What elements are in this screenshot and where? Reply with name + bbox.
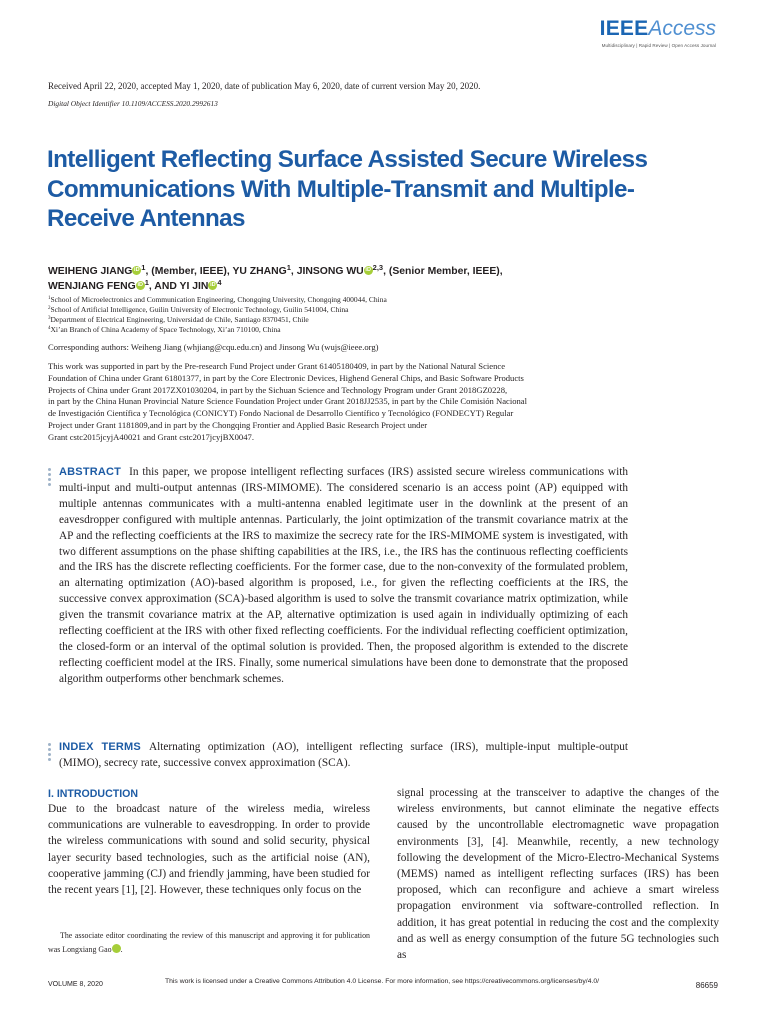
orcid-icon[interactable]: iD bbox=[210, 282, 216, 288]
affiliation-text: Department of Electrical Engineering, Universidad de Chile, Santiago 8370451, Chile bbox=[50, 315, 309, 325]
affiliation-item bbox=[48, 305, 387, 315]
author-note: , (Member, IEEE), bbox=[145, 266, 233, 277]
received-line: Received April 22, 2020, accepted May 1, 2020, date of publication May 6, 2020, date of current version May 20, 2020. bbox=[48, 81, 481, 91]
funding-line: Grant cstc2015jcyjA40021 and Grant cstc2017jcyjBX0047. bbox=[48, 431, 254, 442]
section-dots-icon bbox=[48, 743, 51, 763]
index-terms-text: Alternating optimization (AO), intelligent reflecting surface (IRS), multiple-input multiple-output (MIMO), secrecy rate, successive convex approximation (SCA). bbox=[59, 741, 629, 769]
affiliation-num: 3 bbox=[48, 316, 51, 322]
orcid-icon[interactable]: iD bbox=[137, 282, 143, 288]
affiliation-text: School of Artificial Intelligence, Guilin University of Electronic Technology, Guilin 541004, China bbox=[50, 305, 349, 315]
editor-footnote: The associate editor coordinating the review of this manuscript and approving it for publication was Longxiang Gao iD. bbox=[48, 931, 370, 954]
logo-brand-italic: Access bbox=[648, 17, 716, 40]
affiliation-item bbox=[48, 315, 387, 325]
author-name: JINSONG WU bbox=[296, 266, 364, 277]
author-note: , (Senior Member, IEEE), bbox=[383, 266, 503, 277]
funding-line: Project under Grant 1181809,and in part by the Chongqing Frontier and Applied Basic Research Project under bbox=[48, 419, 428, 430]
author-affil-sup: 1 bbox=[144, 278, 149, 287]
affiliations bbox=[48, 295, 387, 335]
affiliation-num: 2 bbox=[48, 306, 51, 312]
orcid-icon[interactable]: iD bbox=[134, 267, 140, 273]
section-heading: I. INTRODUCTION bbox=[48, 788, 139, 800]
affiliation-num: 4 bbox=[48, 326, 51, 332]
funding-line: de Investigación Científica y Tecnológica (CONICYT) Fondo Nacional de Desarrollo Científico y Tecnológico (FONDECYT) Regular bbox=[48, 408, 514, 419]
orcid-icon[interactable]: iD bbox=[112, 944, 121, 953]
index-terms bbox=[59, 740, 628, 772]
author-name: YI JIN bbox=[179, 281, 209, 292]
logo-tagline: Multidisciplinary | Rapid Review | Open Access Journal bbox=[601, 43, 716, 48]
abstract bbox=[59, 465, 628, 688]
funding-line: in part by the China Hunan Provincial Nature Science Foundation Project under Grant 2018JJ2535, in part by the Chile Comisión Nacional bbox=[48, 396, 528, 407]
corresponding-authors: Corresponding authors: Weiheng Jiang (whjiang@cqu.edu.cn) and Jinsong Wu (wujs@ieee.org) bbox=[48, 342, 379, 352]
author-affil-sup: 4 bbox=[217, 278, 222, 287]
author-name: WEIHENG JIANG bbox=[48, 266, 133, 277]
abstract-label: ABSTRACT bbox=[59, 466, 122, 478]
funding-line: Foundation of China under Grant 61801377, in part by the Core Electronic Devices, Highend General Chips, and Basic Software Products bbox=[48, 372, 524, 383]
intro-right-column: signal processing at the transceiver to adaptive the changes of the wireless environments, but cannot eliminate the negative effects caused by the uncontrollable electromagnetic wave propagation environments [3], [4]. Meanwhile, recently, a new technology following the development of the Micro-Electro-Mechanical Systems (MEMS) named as intelligent reflecting surfaces (IRS) has been proposed, which can reconfigure and achieve a smart wireless propagation environment via software-controlled reflection. In addition, it has great potential in reducing the cost and the complexity and as well as energy consumption of the future 5G technologies such as bbox=[397, 787, 719, 962]
journal-logo bbox=[600, 18, 716, 48]
footnote-text: The associate editor coordinating the review of this manuscript and approving it for publication was Longxiang Gao bbox=[48, 931, 370, 954]
volume-label: VOLUME 8, 2020 bbox=[48, 981, 103, 988]
funding-line: This work was supported in part by the Pre-research Fund Project under Grant 61405180409, in part by the National Natural Science bbox=[48, 361, 506, 371]
author-list bbox=[48, 264, 728, 294]
funding-line: Projects of China under Grant 2017ZX01030204, in part by the Sichuan Science and Technology Program under Grant 2018GZ0228, bbox=[48, 384, 508, 395]
funding-statement bbox=[48, 361, 638, 444]
author-name: WENJIANG FENG bbox=[48, 281, 136, 292]
author-affil-sup: 1 bbox=[286, 263, 291, 272]
author-sep: , AND bbox=[148, 281, 180, 292]
author-affil-sup: 1 bbox=[141, 263, 146, 272]
author-name: YU ZHANG bbox=[232, 266, 287, 277]
license-line: This work is licensed under a Creative Commons Attribution 4.0 License. For more information, see https://creativecommons.org/licenses/by/4.0/ bbox=[164, 978, 600, 985]
affiliation-item bbox=[48, 295, 387, 305]
index-terms-label: INDEX TERMS bbox=[59, 741, 141, 753]
abstract-text: In this paper, we propose intelligent reflecting surfaces (IRS) assisted secure wireless communications with multi-input and multi-output antennas (IRS-MIMOME). The considered scenario is an access point (AP) equipped with multiple antennas communicates with a multi-antenna enabled legitimate user in the downlink at the present of an eavesdropper configured with multiple antennas. Particularly, the joint optimization of the transmit covariance matrix at the AP and the reflecting coefficients at the IRS to maximize the secrecy rate for the IRS-MIMOME system is investigated, with two different assumptions on the phase shifting capabilities at the IRS, i.e., the IRS has the continuous reflecting coefficients and the IRS has the discrete reflecting coefficients. For the former case, due to the non-convexity of the formulated problem, an alternating optimization (AO)-based algorithm is proposed, i.e., for given the reflecting coefficients at the IRS, the successive convex approximation (SCA)-based algorithm is used to solve the transmit covariance matrix optimization, while given the transmit covariance matrix at the AP, alternative optimization is used again in individually optimizing of each reflecting coefficient at the IRS with other fixed reflecting coefficients. For the individual reflecting coefficient optimization, the closed-form or an interval of the optimal solution is provided. Then, the proposed algorithm is extended to the discrete reflecting coefficient model at the IRS. Finally, some numerical simulations have been done to demonstrate that the proposed algorithm outperforms other benchmark schemes. bbox=[59, 466, 628, 685]
affiliation-text: School of Microelectronics and Communication Engineering, Chongqing University, Chongqing 400044, China bbox=[50, 295, 387, 304]
orcid-icon[interactable]: iD bbox=[365, 267, 371, 273]
page-number: 86659 bbox=[695, 981, 718, 990]
author-affil-sup: 2,3 bbox=[372, 263, 384, 272]
affiliation-num: 1 bbox=[48, 296, 51, 301]
paper-title: Intelligent Reflecting Surface Assisted Secure Wireless Communications With Multiple-Transmit and Multiple-Receive Antennas bbox=[47, 146, 648, 232]
author-sep: , bbox=[290, 266, 297, 277]
affiliation-item bbox=[48, 325, 387, 335]
affiliation-text: Xi’an Branch of China Academy of Space Technology, Xi’an 710100, China bbox=[50, 325, 281, 335]
logo-brand-bold: IEEE bbox=[599, 17, 649, 40]
doi-line: Digital Object Identifier 10.1109/ACCESS.2020.2992613 bbox=[48, 99, 218, 108]
section-dots-icon bbox=[48, 468, 51, 488]
intro-left-column: Due to the broadcast nature of the wireless media, wireless communications are vulnerable to eavesdropping. In order to provide the wireless communications with sound and solid security, physical layer security based technologies, such as the artificial noise (AN), cooperative jamming (CJ) and friendly jamming, have been studied for the recent years [1], [2]. However, these techniques only focus on the bbox=[48, 803, 370, 897]
